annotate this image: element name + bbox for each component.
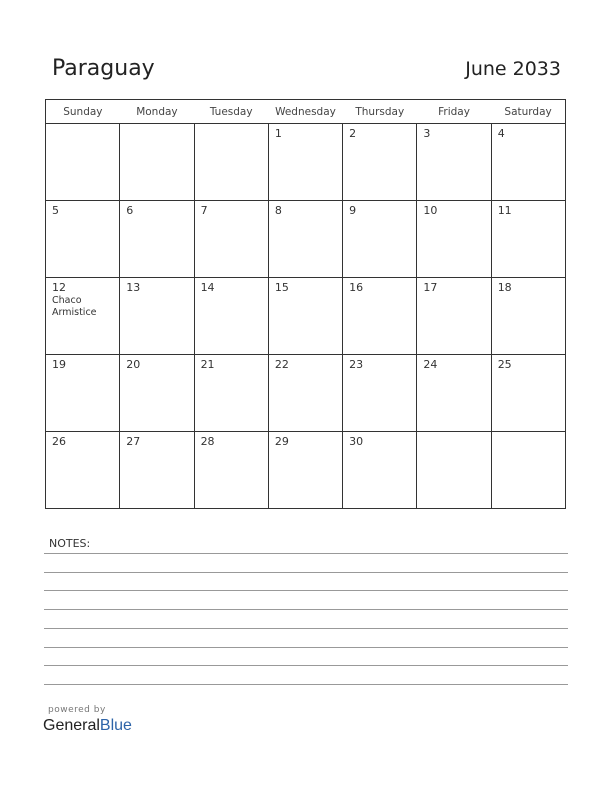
day-number: 12 <box>52 281 66 294</box>
day-number: 24 <box>423 358 438 371</box>
day-number: 21 <box>200 358 215 371</box>
day-number: 8 <box>274 204 282 217</box>
day-cell[interactable] <box>194 124 268 201</box>
day-cell[interactable] <box>268 201 342 278</box>
day-number: 9 <box>349 204 357 217</box>
day-number: 2 <box>349 127 357 140</box>
note-line <box>44 628 568 629</box>
day-cell[interactable] <box>268 355 342 432</box>
day-number: 28 <box>200 435 215 448</box>
day-cell[interactable] <box>417 124 491 201</box>
day-cell[interactable] <box>194 201 268 278</box>
day-number: 14 <box>200 281 215 294</box>
day-number: 30 <box>349 435 364 448</box>
holiday-label: Chaco Armistice <box>52 295 97 318</box>
day-number: 16 <box>349 281 364 294</box>
weekday-header-row <box>46 100 566 124</box>
day-cell[interactable] <box>46 278 120 355</box>
note-line <box>44 553 568 554</box>
day-number: 7 <box>200 204 208 217</box>
day-cell[interactable] <box>268 124 342 201</box>
day-number: 5 <box>52 204 59 217</box>
day-number: 11 <box>497 204 512 217</box>
day-cell[interactable] <box>417 355 491 432</box>
day-cell[interactable] <box>46 201 120 278</box>
day-cell[interactable] <box>268 278 342 355</box>
notes-label: NOTES: <box>49 537 91 550</box>
day-number: 18 <box>497 281 512 294</box>
day-cell[interactable] <box>491 432 565 509</box>
day-number: 17 <box>423 281 438 294</box>
brand-name-general: General <box>43 717 100 734</box>
day-number: 13 <box>126 281 141 294</box>
day-cell[interactable] <box>343 355 417 432</box>
day-number: 22 <box>274 358 289 371</box>
week-row <box>46 278 566 355</box>
day-number: 19 <box>52 358 66 371</box>
note-line <box>44 684 568 685</box>
day-cell[interactable] <box>46 124 120 201</box>
day-cell[interactable] <box>46 432 120 509</box>
week-row <box>46 124 566 201</box>
day-cell[interactable] <box>343 201 417 278</box>
day-number: 23 <box>349 358 364 371</box>
day-cell[interactable] <box>491 201 565 278</box>
note-line <box>44 665 568 666</box>
brand-name-blue: Blue <box>99 717 132 734</box>
day-cell[interactable] <box>120 278 194 355</box>
week-row <box>46 201 566 278</box>
calendar-grid <box>45 99 566 509</box>
day-cell[interactable] <box>343 124 417 201</box>
brand-logo[interactable] <box>43 717 132 735</box>
day-number: 10 <box>423 204 438 217</box>
day-cell[interactable] <box>120 432 194 509</box>
day-number: 15 <box>274 281 289 294</box>
weekday-header: Tuesday <box>194 100 268 124</box>
note-line <box>44 609 568 610</box>
day-number: 27 <box>126 435 141 448</box>
day-cell[interactable] <box>194 278 268 355</box>
day-cell[interactable] <box>491 124 565 201</box>
day-number: 26 <box>52 435 66 448</box>
day-cell[interactable] <box>343 278 417 355</box>
day-cell[interactable] <box>417 278 491 355</box>
day-cell[interactable] <box>343 432 417 509</box>
note-line <box>44 572 568 573</box>
day-cell[interactable] <box>120 201 194 278</box>
day-cell[interactable] <box>491 278 565 355</box>
powered-by-text: powered by <box>48 705 106 715</box>
week-row <box>46 432 566 509</box>
note-line <box>44 647 568 648</box>
day-number: 29 <box>274 435 289 448</box>
day-number: 25 <box>497 358 512 371</box>
day-cell[interactable] <box>46 355 120 432</box>
weekday-header: Monday <box>120 100 194 124</box>
weekday-header: Saturday <box>491 100 565 124</box>
day-cell[interactable] <box>417 432 491 509</box>
day-cell[interactable] <box>268 432 342 509</box>
note-line <box>44 590 568 591</box>
day-cell[interactable] <box>120 355 194 432</box>
calendar-month-title: June 2033 <box>465 58 561 80</box>
weekday-header: Wednesday <box>268 100 342 124</box>
weekday-header: Sunday <box>46 100 120 124</box>
day-number: 4 <box>497 127 505 140</box>
day-cell[interactable] <box>194 432 268 509</box>
day-cell[interactable] <box>417 201 491 278</box>
calendar-country-title: Paraguay <box>52 56 155 81</box>
day-cell[interactable] <box>120 124 194 201</box>
day-number: 20 <box>126 358 141 371</box>
day-cell[interactable] <box>194 355 268 432</box>
day-number: 6 <box>126 204 134 217</box>
weekday-header: Friday <box>417 100 491 124</box>
week-row <box>46 355 566 432</box>
day-number: 3 <box>423 127 431 140</box>
day-cell[interactable] <box>491 355 565 432</box>
weekday-header: Thursday <box>343 100 417 124</box>
day-number: 1 <box>274 127 282 140</box>
